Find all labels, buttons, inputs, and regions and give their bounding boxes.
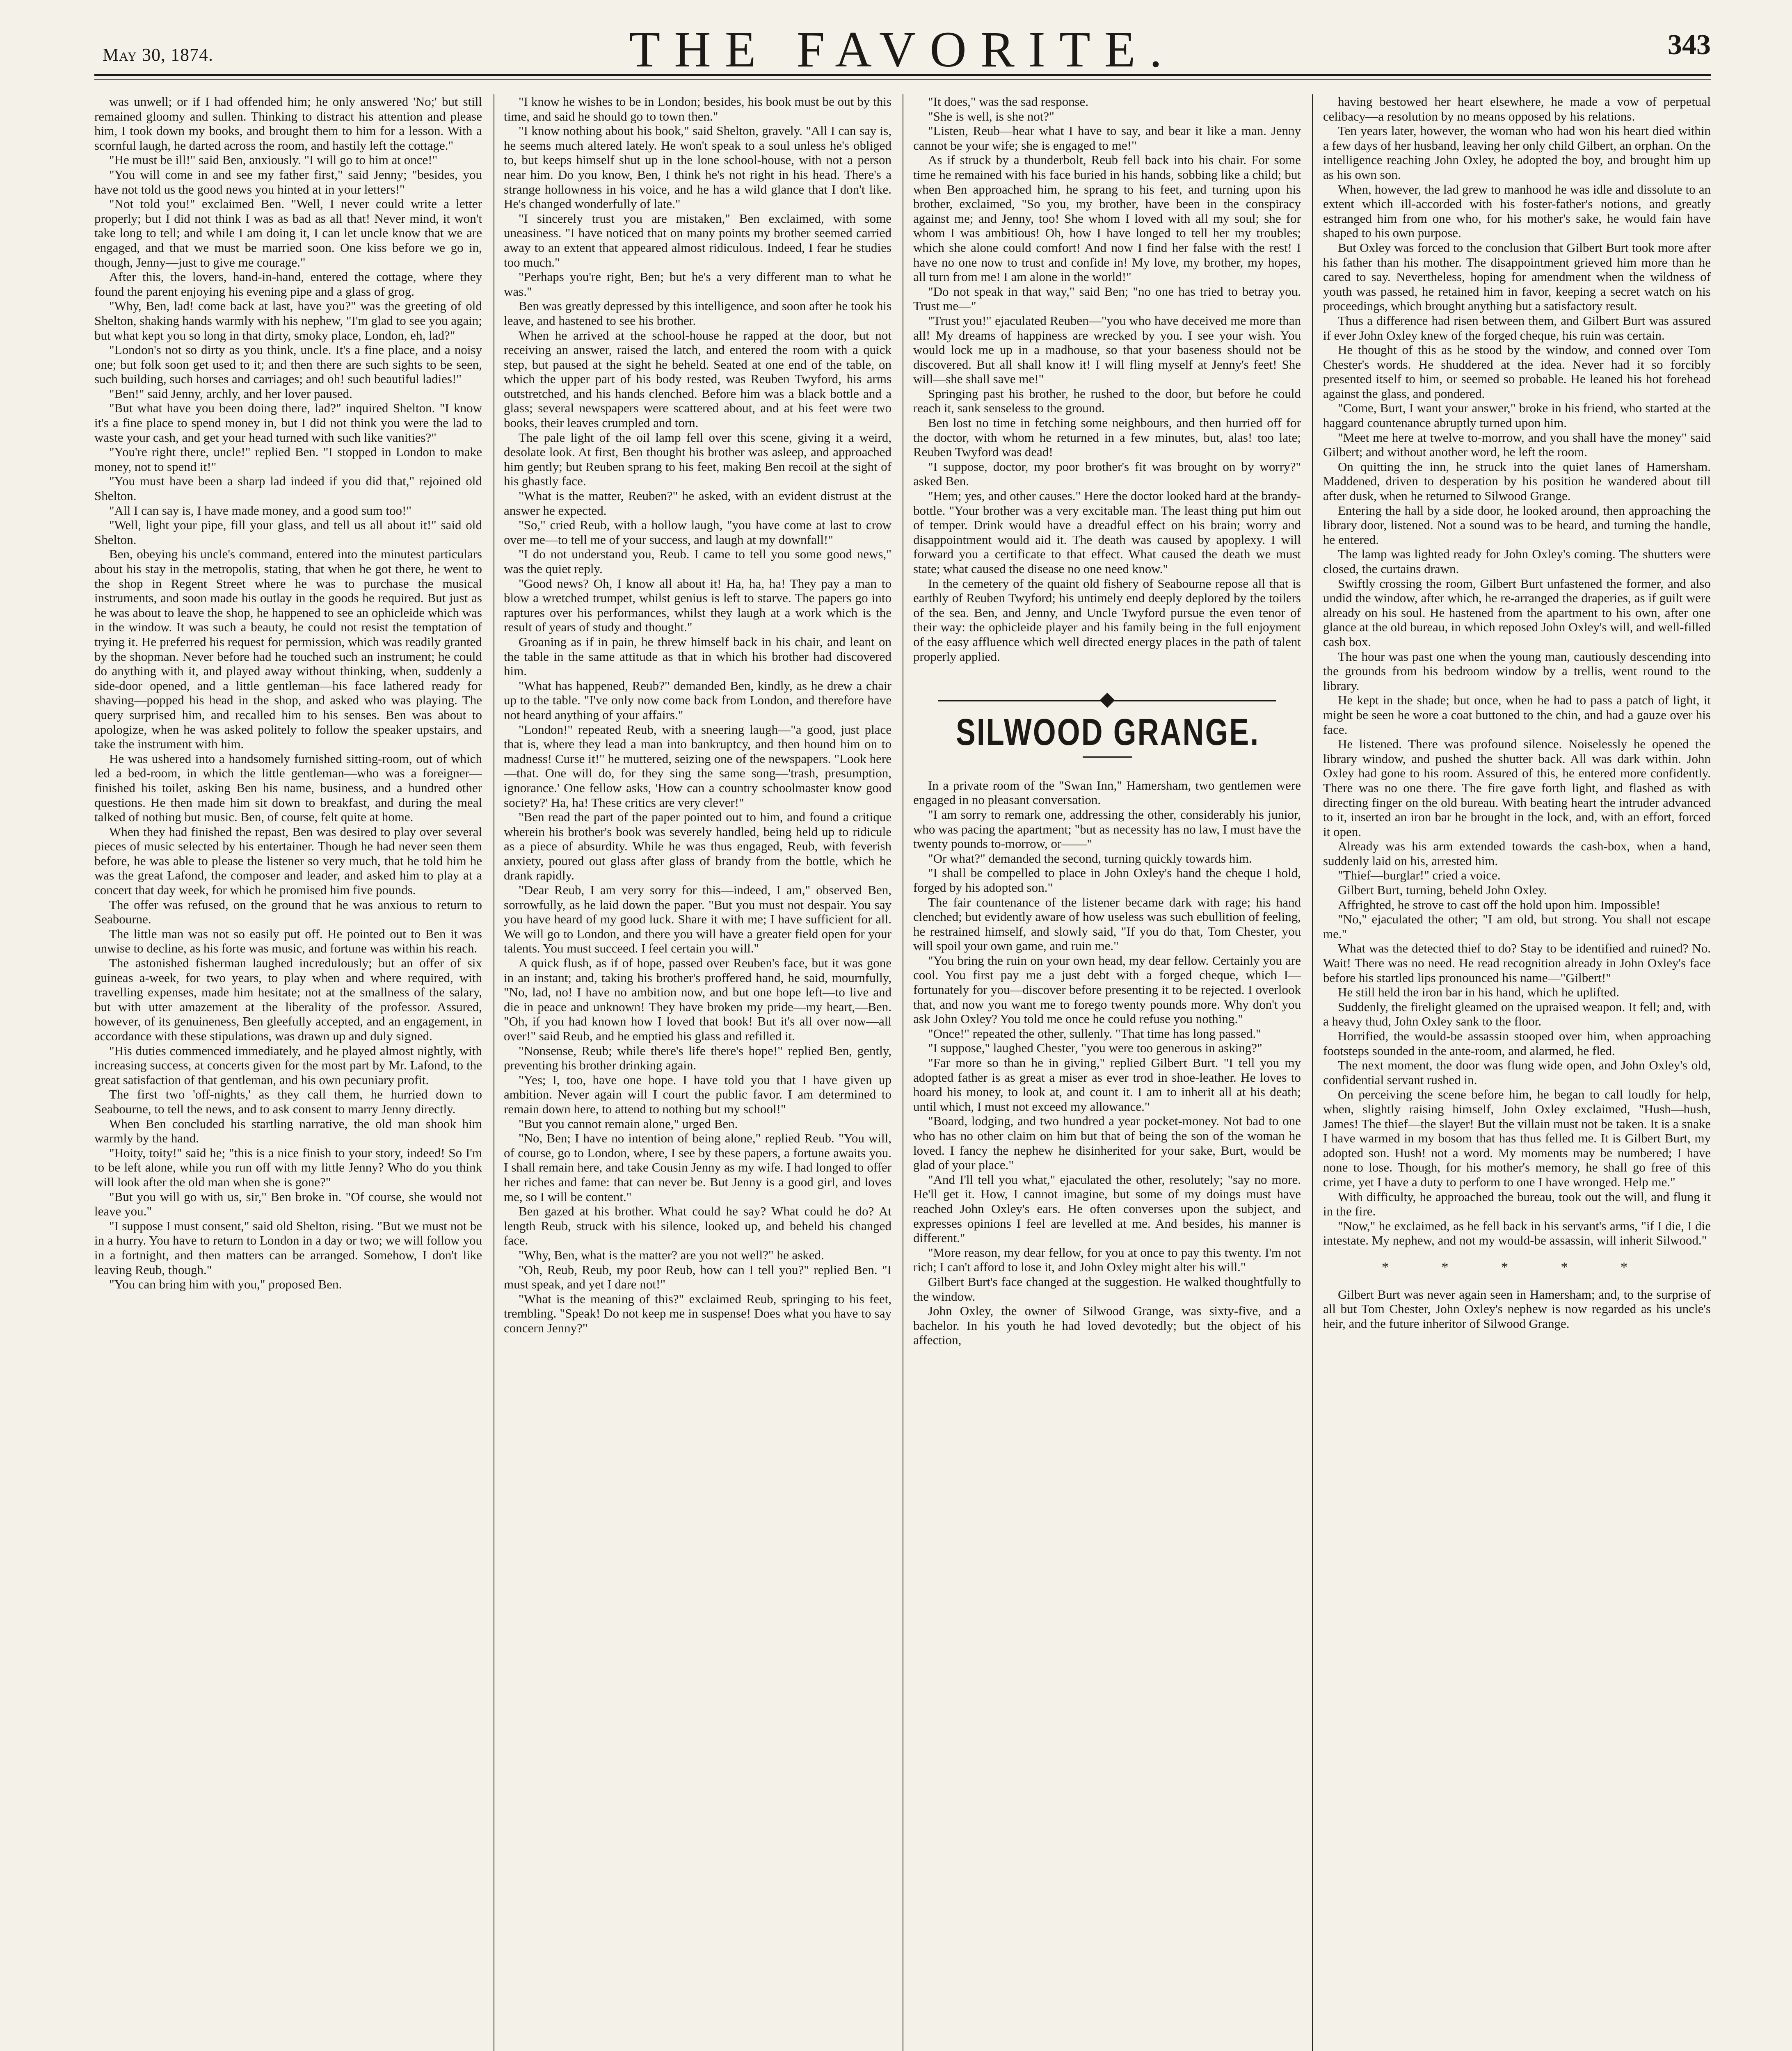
- paragraph: "Why, Ben, what is the matter? are you not well?" he asked.: [519, 1247, 824, 1262]
- paragraph: "London!" repeated Reub, with a sneering laugh—"a good, just place that is, where they lead a man into bankruptcy, and then hound him on to madness! Curse it!" he muttered, seizing one of the newspapers. "Look here—that. One will do, for they sing the same song—'trash, presumption, ignorance.' One fellow asks, 'How can a country schoolmaster know good society?' Ha, ha! These critics are very clever!": [504, 722, 891, 810]
- paragraph: "Hoity, toity!" said he; "this is a nice finish to your story, indeed! So I'm to be left alone, while you run off with my little Jenny? Who do you think will look after the old man when she is gone?": [94, 1145, 482, 1189]
- paragraph: A quick flush, as if of hope, passed over Reuben's face, but it was gone in an instant; and, taking his brother's proffered hand, he said, mournfully, "No, lad, no! I have no ambition now, and but one hope left—to live and die in peace and unknown! They have broken my pride—my heart,—Ben. "Oh, if you had known how I loved that book! But it's all over now—all over!" said Reub, and he emptied his glass and refilled it.: [504, 956, 891, 1043]
- paragraph: "Do not speak in that way," said Ben; "no one has tried to betray you. Trust me—": [913, 284, 1301, 313]
- paragraph: Affrighted, he strove to cast off the hold upon him. Impossible!: [1338, 897, 1660, 912]
- article-columns: [94, 94, 1711, 2051]
- paragraph: With difficulty, he approached the bureau, took out the will, and flung it in the fire.: [1323, 1189, 1711, 1219]
- paragraph: When Ben concluded his startling narrative, the old man shook him warmly by the hand.: [94, 1116, 482, 1146]
- paragraph: "Come, Burt, I want your answer," broke in his friend, who started at the haggard countenance abruptly turned upon him.: [1323, 401, 1711, 430]
- column-3: [913, 94, 1301, 2051]
- paragraph: After this, the lovers, hand-in-hand, entered the cottage, where they found the parent enjoying his evening pipe and a glass of grog.: [94, 270, 482, 299]
- paragraph: Gilbert Burt's face changed at the suggestion. He walked thoughtfully to the window.: [913, 1274, 1301, 1304]
- paragraph: "Good news? Oh, I know all about it! Ha, ha, ha! They pay a man to blow a wretched trumpet, whilst genius is left to starve. The papers go into raptures over his performances, whilst they laugh at a work which is the result of years of study and thought.": [504, 576, 891, 635]
- paragraph: "Well, light your pipe, fill your glass, and tell us all about it!" said old Shelton.: [94, 518, 482, 547]
- paragraph: "And I'll tell you what," ejaculated the other, resolutely; "say no more. He'll get it. How, I cannot imagine, but some of my doings must have reached John Oxley's ears. He often converses upon the subject, and expresses opinions I feel are levelled at me. And besides, his manner is different.": [913, 1172, 1301, 1245]
- paragraph: "You're right there, uncle!" replied Ben. "I stopped in London to make money, not to spend it!": [94, 445, 482, 474]
- paragraph: "It does," was the sad response.: [928, 94, 1089, 109]
- paragraph: "Board, lodging, and two hundred a year pocket-money. Not bad to one who has no other claim on him but that of being the son of the woman he loved. I fancy the nephew he disinherited for your sake, Burt, would be glad of your place.": [913, 1114, 1301, 1172]
- paragraph: "Ben read the part of the paper pointed out to him, and found a critique wherein his brother's book was severely handled, being held up to ridicule as a piece of absurdity. While he was thus engaged, Reub, with feverish anxiety, poured out glass after glass of brandy from the bottle, which he drank rapidly.: [504, 810, 891, 883]
- paragraph: "But you cannot remain alone," urged Ben.: [519, 1116, 738, 1131]
- paragraph: "Trust you!" ejaculated Reuben—"you who have deceived me more than all! My dreams of happiness are wrecked by you. I see your wish. You would lock me up in a madhouse, so that your baseness should not be discovered. But all shall know it! I will fling myself at Jenny's feet! She will—she shall save me!": [913, 313, 1301, 386]
- paragraph: "Dear Reub, I am very sorry for this—indeed, I am," observed Ben, sorrowfully, as he laid down the paper. "But you must not despair. You say you have heard of my good luck. Share it with me; I have sufficient for all. We will go to London, and there you will have a greater field open for your talents. You must succeed. I feel certain you will.": [504, 883, 891, 956]
- masthead-rule-thin: [94, 79, 1711, 80]
- paragraph: Ten years later, however, the woman who had won his heart died within a few days of her husband, leaving her only child Gilbert, an orphan. On the intelligence reaching John Oxley, he adopted the boy, and brought him up as his own son.: [1323, 123, 1711, 182]
- paragraph: "You can bring him with you," proposed Ben.: [109, 1277, 342, 1292]
- paragraph: "No, Ben; I have no intention of being alone," replied Reub. "You will, of course, go to London, where, I see by these papers, a fortune awaits you. I shall remain here, and take Cousin Jenny as my wife. I had longed to offer her riches and fame: that can never be. But Jenny is a good girl, and loves me, so I will be content.": [504, 1131, 891, 1204]
- paragraph: "Yes; I, too, have one hope. I have told you that I have given up ambition. Never again will I court the public favor. I am determined to remain down here, to attend to nothing but my school!": [504, 1072, 891, 1116]
- paragraph: "Hem; yes, and other causes." Here the doctor looked hard at the brandy-bottle. "Your brother was a very excitable man. The least thing put him out of temper. Drink would have a dreadful effect on his brain; worry and disappointment would aid it. The death was caused by apoplexy. I will forward you a certificate to that effect. What caused the death we must state; what caused the disease no one need know.": [913, 489, 1301, 576]
- paragraph: Ben lost no time in fetching some neighbours, and then hurried off for the doctor, with whom he returned in a few minutes, but, alas! too late; Reuben Twyford was dead!: [913, 416, 1301, 459]
- paragraph: On perceiving the scene before him, he began to call loudly for help, when, slightly raising himself, John Oxley exclaimed, "Hush—hush, James! The thief—the slayer! But the villain must not be taken. It is a snake I have warmed in my bosom that has thus felled me. It is Gilbert Burt, my adopted son. Hush! not a word. My moments may be numbered; I have none to lose. Though, for his mother's memory, he shall go free of this crime, yet I have a duty to perform to one I have wronged. Help me.": [1323, 1087, 1711, 1189]
- paragraph: Suddenly, the firelight gleamed on the upraised weapon. It fell; and, with a heavy thud, John Oxley sank to the floor.: [1323, 999, 1711, 1029]
- paragraph: "I suppose," laughed Chester, "you were too generous in asking?": [928, 1041, 1262, 1055]
- paragraph: He thought of this as he stood by the window, and conned over Tom Chester's words. He shuddered at the idea. Never had it so forcibly presented itself to him, or seemed so probable. He leaned his hot forehead against the glass, and pondered.: [1323, 343, 1711, 401]
- paragraph: The fair countenance of the listener became dark with rage; his hand clenched; but evidently aware of how useless was such ebullition of feeling, he restrained himself, and slowly said, "If you do that, Tom Chester, you will spoil your own game, and ruin me.": [913, 895, 1301, 953]
- paragraph: Thus a difference had risen between them, and Gilbert Burt was assured if ever John Oxley knew of the forged cheque, his ruin was certain.: [1323, 313, 1711, 343]
- paragraph: Springing past his brother, he rushed to the door, but before he could reach it, sank senseless to the ground.: [913, 386, 1301, 416]
- section-heading: [913, 692, 1301, 758]
- paragraph: "I know he wishes to be in London; besides, his book must be out by this time, and said he should go to town then.": [504, 94, 891, 123]
- paragraph: On quitting the inn, he struck into the quiet lanes of Hamersham. Maddened, driven to desperation by his position he wandered about till after dusk, when he returned to Silwood Grange.: [1323, 459, 1711, 503]
- paragraph: "What is the matter, Reuben?" he asked, with an evident distrust at the answer he expected.: [504, 489, 891, 518]
- paragraph: Ben, obeying his uncle's command, entered into the minutest particulars about his stay in the metropolis, stating, that when he got there, he went to the shop in Regent Street where he was to purchase the musical instruments, and soon made his outlay in the goods he required. But just as he was about to leave the shop, he happened to see an ophicleide which was in the window. It was such a beauty, he could not resist the temptation of trying it. He preferred his request for permission, which was readily granted by the shopman. Never before had he touched such an instrument; he could do anything with it, and played away without thinking, when, suddenly a side-door opened, and a little gentleman—his face lathered ready for shaving—popped his head in the shop, and asked who was playing. The query surprised him, and recalled him to his senses. Ben was about to apologize, when he was asked politely to follow the speaker upstairs, and take the instrument with him.: [94, 547, 482, 751]
- paragraph: "Far more so than he in giving," replied Gilbert Burt. "I tell you my adopted father is as great a miser as ever trod in shoe-leather. He loves to hoard his money, to look at, and count it. I am to inherit all at his death; until which, I must not exceed my allowance.": [913, 1055, 1301, 1114]
- column-4: [1323, 94, 1711, 2051]
- column-2: [504, 94, 891, 2051]
- paragraph: "All I can say is, I have made money, and a good sum too!": [109, 503, 411, 518]
- paragraph: When they had finished the repast, Ben was desired to play over several pieces of music selected by his entertainer. Though he had never seen them before, he was able to please the listener so very much, that he told him he was the great Lafond, the composer and leader, and asked him to play at a concert that day week, for which he promised him five pounds.: [94, 824, 482, 898]
- masthead: [94, 16, 1711, 78]
- paragraph: "Once!" repeated the other, sullenly. "That time has long passed.": [928, 1026, 1261, 1041]
- paragraph: "Now," he exclaimed, as he fell back in his servant's arms, "if I die, I die intestate. My nephew, and not my would-be assassin, will inherit Silwood.": [1323, 1218, 1711, 1248]
- section-title: SILWOOD GRANGE.: [955, 711, 1260, 754]
- page-number: 343: [1668, 29, 1711, 61]
- paragraph: Groaning as if in pain, he threw himself back in his chair, and leant on the table in the same attitude as that in which his brother had discovered him.: [504, 634, 891, 678]
- paragraph: "What is the meaning of this?" exclaimed Reub, springing to his feet, trembling. "Speak! Do not keep me in suspense! Does what you have to say concern Jenny?": [504, 1291, 891, 1335]
- paragraph: "You will come in and see my father first," said Jenny; "besides, you have not told us the good news you hinted at in your letters!": [94, 167, 482, 196]
- paragraph: "Thief—burglar!" cried a voice.: [1338, 868, 1501, 883]
- paragraph: The next moment, the door was flung wide open, and John Oxley's old, confidential servant rushed in.: [1323, 1058, 1711, 1087]
- paragraph: "I shall be compelled to place in John Oxley's hand the cheque I hold, forged by his adopted son.": [913, 866, 1301, 895]
- paragraph: "You bring the ruin on your own head, my dear fellow. Certainly you are cool. You first pay me a just debt with a forged cheque, which I—fortunately for you—discover before presenting it to be rejected. I overlook that, and now you want me to forego twenty pounds more. Why don't you ask John Oxley? You told me once he could refuse you nothing.": [913, 953, 1301, 1026]
- paragraph: was unwell; or if I had offended him; he only answered 'No;' but still remained gloomy and sullen. Thinking to distract his attention and please him, I took down my books, and brought them to him for a lesson. With a scornful laugh, he darted across the room, and hastily left the cottage.": [94, 94, 482, 153]
- paragraph: Swiftly crossing the room, Gilbert Burt unfastened the former, and also undid the window, after which, he re-arranged the draperies, as if guilt were already on his soul. He hastened from the apartment to his own, after one glance at the old bureau, in which reposed John Oxley's will, and well-filled cash box.: [1323, 576, 1711, 649]
- paragraph: "Listen, Reub—hear what I have to say, and bear it like a man. Jenny cannot be your wife; she is engaged to me!": [913, 123, 1301, 153]
- paragraph: John Oxley, the owner of Silwood Grange, was sixty-five, and a bachelor. In his youth he had loved devotedly; but the object of his affection,: [913, 1304, 1301, 1348]
- section-divider: [913, 692, 1301, 709]
- paragraph: When he arrived at the school-house he rapped at the door, but not receiving an answer, raised the latch, and entered the room with a quick step, but paused at the sight he beheld. Seated at one end of the table, on which the upper part of his body rested, was Reuben Twyford, his arms outstretched, and his hands clenched. Before him was a black bottle and a glass; several newspapers were scattered about, and at his feet were two books, their leaves crumpled and torn.: [504, 328, 891, 430]
- paragraph: "Nonsense, Reub; while there's life there's hope!" replied Ben, gently, preventing his brother drinking again.: [504, 1043, 891, 1073]
- paragraph: Already was his arm extended towards the cash-box, when a hand, suddenly laid on his, arrested him.: [1323, 839, 1711, 868]
- paragraph: "He must be ill!" said Ben, anxiously. "I will go to him at once!": [109, 153, 438, 167]
- paragraph: What was the detected thief to do? Stay to be identified and ruined? No. Wait! There was no need. He read recognition already in John Oxley's face before his startled lips pronounced his name—"Gilbert!": [1323, 941, 1711, 985]
- paragraph: "So," cried Reub, with a hollow laugh, "you have come at last to crow over me—to tell me of your success, and laugh at my downfall!": [504, 518, 891, 547]
- paragraph: He still held the iron bar in his hand, which he uplifted.: [1338, 985, 1620, 1000]
- paragraph: He listened. There was profound silence. Noiselessly he opened the library window, and pushed the shutter back. All was dark within. John Oxley had gone to his room. Assured of this, he entered more confidently. There was no one there. The fire gave forth light, and flashed as with directing finger on the old bureau. With beating heart the intruder advanced to it, inserted an iron bar he brought in the lock, and, with an effort, forced it open.: [1323, 737, 1711, 839]
- paragraph: "I sincerely trust you are mistaken," Ben exclaimed, with some uneasiness. "I have noticed that on many points my brother seemed carried away to an extent that appeared almost ridiculous. Indeed, I fear he studies too much.": [504, 211, 891, 270]
- paragraph: Gilbert Burt was never again seen in Hamersham; and, to the surprise of all but Tom Chester, John Oxley's nephew is now regarded as his uncle's heir, and the future inheritor of Silwood Grange.: [1323, 1287, 1711, 1331]
- paragraph: The first two 'off-nights,' as they call them, he hurried down to Seabourne, to tell the news, and to ask consent to marry Jenny directly.: [94, 1087, 482, 1116]
- paragraph: "But you will go with us, sir," Ben broke in. "Of course, she would not leave you.": [94, 1189, 482, 1219]
- paragraph: Entering the hall by a side door, he looked around, then approaching the library door, listened. Not a sound was to be heard, and turning the handle, he entered.: [1323, 503, 1711, 547]
- paragraph: He was ushered into a handsomely furnished sitting-room, out of which led a bed-room, in which the little gentleman—who was a foreigner—finished his toilet, asking Ben his name, business, and a hundred other questions. He then made him sit down to breakfast, and during the meal talked of nothing but music. Ben, of course, felt quite at home.: [94, 751, 482, 825]
- paragraph: "But what have you been doing there, lad?" inquired Shelton. "I know it's a fine place to spend money in, but I did not think you were the lad to waste your cash, and get your head turned with such like vanities?": [94, 401, 482, 445]
- paragraph: The hour was past one when the young man, cautiously descending into the grounds from his bedroom window by a trellis, went round to the library.: [1323, 649, 1711, 693]
- section-break-stars: * * * * *: [1382, 1259, 1652, 1275]
- column-1: [94, 94, 482, 2051]
- paragraph: Horrified, the would-be assassin stooped over him, when approaching footsteps sounded in the ante-room, and alarmed, he fled.: [1323, 1029, 1711, 1058]
- column-divider: [1312, 94, 1313, 2051]
- publication-title: THE FAVORITE.: [629, 21, 1176, 78]
- paragraph: "More reason, my dear fellow, for you at once to pay this twenty. I'm not rich; I can't afford to lose it, and John Oxley might alter his will.": [913, 1245, 1301, 1274]
- paragraph: "Ben!" said Jenny, archly, and her lover paused.: [109, 386, 352, 401]
- paragraph: Ben was greatly depressed by this intelligence, and soon after he took his leave, and hastened to see his brother.: [504, 299, 891, 328]
- paragraph: When, however, the lad grew to manhood he was idle and dissolute to an extent which ill-accorded with his foster-father's notions, and greatly estranged him from one who, for his mother's sake, he would fain have shaped to his own purpose.: [1323, 182, 1711, 240]
- paragraph: having bestowed her heart elsewhere, he made a vow of perpetual celibacy—a resolution by no means opposed by his relations.: [1323, 94, 1711, 123]
- paragraph: He kept in the shade; but once, when he had to pass a patch of light, it might be seen he wore a coat buttoned to the chin, and had a gauze over his face.: [1323, 693, 1711, 737]
- paragraph: "I know nothing about his book," said Shelton, gravely. "All I can say is, he seems much altered lately. He won't speak to a soul unless he's obliged to, but keeps himself shut up in the lone school-house, with not a person near him. Do you know, Ben, I think he's not right in his head. There's a strange hollowness in his voice, and he has a wild glance that I don't like. He's changed wonderfully of late.": [504, 123, 891, 211]
- paragraph: The little man was not so easily put off. He pointed out to Ben it was unwise to decline, as his forte was music, and fortune was within his reach.: [94, 926, 482, 956]
- paragraph: "I do not understand you, Reub. I came to tell you some good news," was the quiet reply.: [504, 547, 891, 576]
- paragraph: Ben gazed at his brother. What could he say? What could he do? At length Reub, struck with his silence, looked up, and beheld his changed face.: [504, 1204, 891, 1248]
- paragraph: In the cemetery of the quaint old fishery of Seabourne repose all that is earthly of Reuben Twyford; his untimely end deeply deplored by the toilers of the sea. Ben, and Jenny, and Uncle Twyford pursue the even tenor of their way: the ophicleide player and his family being in the full enjoyment of the easy affluence which well directed energy places in the path of talent properly applied.: [913, 576, 1301, 664]
- paragraph: "No," ejaculated the other; "I am old, but strong. You shall not escape me.": [1323, 912, 1711, 941]
- paragraph: "She is well, is she not?": [928, 109, 1054, 123]
- paragraph: The pale light of the oil lamp fell over this scene, giving it a weird, desolate look. At first, Ben thought his brother was asleep, and approached him gently; but Reuben sprang to his feet, making Ben recoil at the sight of his ghastly face.: [504, 430, 891, 489]
- masthead-rule: [94, 74, 1711, 76]
- paragraph: "I suppose I must consent," said old Shelton, rising. "But we must not be in a hurry. You have to return to London in a day or two; we will follow you in a fortnight, and then matters can be arranged. Somehow, I don't like leaving Reub, though.": [94, 1218, 482, 1277]
- paragraph: Gilbert Burt, turning, beheld John Oxley.: [1338, 883, 1547, 898]
- paragraph: As if struck by a thunderbolt, Reub fell back into his chair. For some time he remained with his face buried in his hands, sobbing like a child; but when Ben approached him, he sprang to his feet, and turning upon his brother, exclaimed, "So you, my brother, have been in the conspiracy against me; and Jenny, too! She whom I loved with all my soul; she for whom I was ambitious! Oh, how I have longed to tell her my troubles; which she alone could comfort! And now I find her false with the rest! I have no one now to trust and confide in! My love, my brother, my hopes, all turn from me! I am alone in the world!": [913, 153, 1301, 284]
- paragraph: "I am sorry to remark one, addressing the other, considerably his junior, who was pacing the apartment; "but as necessity has no law, I must have the twenty pounds to-morrow, or——": [913, 807, 1301, 851]
- paragraph: The offer was refused, on the ground that he was anxious to return to Seabourne.: [94, 897, 482, 927]
- paragraph: "You must have been a sharp lad indeed if you did that," rejoined old Shelton.: [94, 474, 482, 503]
- paragraph: "I suppose, doctor, my poor brother's fit was brought on by worry?" asked Ben.: [913, 459, 1301, 489]
- paragraph: "Perhaps you're right, Ben; but he's a very different man to what he was.": [504, 270, 891, 299]
- paragraph: The astonished fisherman laughed incredulously; but an offer of six guineas a-week, for two years, to play when and where required, with travelling expenses, made him hesitate; not at the smallness of the salary, but with utter amazement at the liberality of the professor. Assured, however, of its genuineness, Ben gleefully accepted, and an engagement, in accordance with these stipulations, was drawn up and duly signed.: [94, 956, 482, 1043]
- paragraph: "Not told you!" exclaimed Ben. "Well, I never could write a letter properly; but I did not think I was as bad as all that! Never mind, it won't take long to tell; and while I am doing it, I can let uncle know that we are engaged, and that we must be married soon. One kiss before we go in, though, Jenny—just to give me courage.": [94, 196, 482, 270]
- paragraph: "London's not so dirty as you think, uncle. It's a fine place, and a noisy one; but folk soon get used to it; and then there are such sights to be seen, such building, such horses and carriages; and oh! such beautiful ladies!": [94, 343, 482, 386]
- paragraph: In a private room of the "Swan Inn," Hamersham, two gentlemen were engaged in no pleasant conversation.: [913, 778, 1301, 807]
- paragraph: "What has happened, Reub?" demanded Ben, kindly, as he drew a chair up to the table. "I've only now come back from London, and therefore have not heard anything of your affairs.": [504, 678, 891, 722]
- paragraph: "Oh, Reub, Reub, my poor Reub, how can I tell you?" replied Ben. "I must speak, and yet I dare not!": [504, 1262, 891, 1292]
- paragraph: "Meet me here at twelve to-morrow, and you shall have the money" said Gilbert; and without another word, he left the room.: [1323, 430, 1711, 459]
- paragraph: The lamp was lighted ready for John Oxley's coming. The shutters were closed, the curtains drawn.: [1323, 547, 1711, 576]
- issue-date: May 30, 1874.: [103, 45, 214, 65]
- paragraph: "Why, Ben, lad! come back at last, have you?" was the greeting of old Shelton, shaking hands warmly with his nephew, "I'm glad to see you again; but what kept you so long in that dirty, smoky place, London, eh, lad?": [94, 299, 482, 343]
- paragraph: But Oxley was forced to the conclusion that Gilbert Burt took more after his father than his mother. The disappointment grieved him more than he cared to say. Nevertheless, hoping for amendment when the wildness of youth was passed, he retained him in favor, keeping a secret watch on his proceedings, which brought anything but a satisfactory result.: [1323, 240, 1711, 313]
- paragraph: "His duties commenced immediately, and he played almost nightly, with increasing success, at concerts given for the most part by Mr. Lafond, to the great satisfaction of that gentleman, and his own pecuniary profit.: [94, 1043, 482, 1087]
- paragraph: "Or what?" demanded the second, turning quickly towards him.: [928, 851, 1252, 866]
- title-underline: [1083, 756, 1132, 758]
